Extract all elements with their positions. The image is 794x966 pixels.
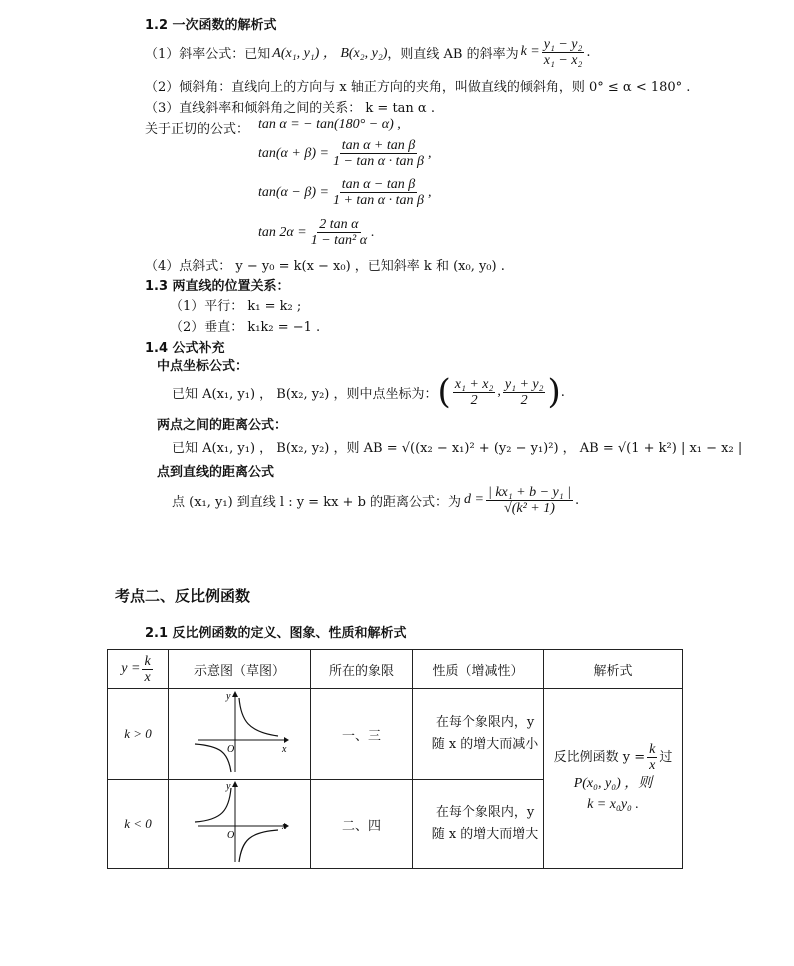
expression-point: P(x₀, y₀) ，则 [573,776,653,791]
header-sketch: 示意图（草图） [169,650,311,689]
cell-property-k-negative [413,780,544,869]
midpoint-x-fraction [453,377,496,408]
tangent-double-formula: tan 2α = $\frac{\text{2 tan α}}{\text{1 − tan² α}}$ . [258,217,375,248]
section-1-2-heading: 1.2 一次函数的解析式 [145,18,277,33]
section-2-heading: 考点二、反比例函数 [115,587,251,605]
section-1-4-heading: 1.4 公式补充 [145,341,225,356]
tangent-diff-fraction [331,177,426,208]
tangent-diff-den: 1 + tan α · tan β [332,193,424,208]
cell-k-negative: k < 0 [108,780,169,869]
slope-end: . [586,44,591,60]
table-header-row [108,650,683,689]
point-slope-line: （4）点斜式： y − y₀ = k(x − x₀) ，已知斜率 k 和 (x₀, y₀) . [145,259,505,274]
slope-text-b: ，则直线 AB 的斜率为 [387,46,519,62]
midpoint-x-num: x₁ + x₂ [454,376,494,392]
point-line-distance-formula [172,482,579,518]
midpoint-y-fraction [503,377,546,408]
cell-k-positive: k > 0 [108,689,169,780]
tangent-double-num: 2 tan α [319,217,359,232]
expression-den: x [649,758,656,773]
parallel-condition: （1）平行： k₁ = k₂ ; [170,299,302,314]
inclination-line: （2）倾斜角：直线向上的方向与 x 轴正方向的夹角，叫做直线的倾斜角，则 0° ≤ α < 180° . [145,80,691,95]
cell-property-k-positive [413,689,544,780]
property-k-negative-line1: 在每个象限内，y [435,805,535,820]
table-row-k-positive [108,689,683,780]
header-function-den: x [144,669,151,685]
graph1-y-label: y [225,691,230,702]
cell-graph-k-negative [169,780,311,869]
section-1-3-heading: 1.3 两直线的位置关系： [145,279,290,294]
header-property: 性质（增减性） [413,650,544,689]
property-k-negative-line2: 随 x 的增大而增大 [431,827,539,842]
midpoint-x-den: 2 [470,392,478,408]
slope-numerator: y₁ − y₂ [543,36,583,52]
point-line-num: | kx₁ + b − y₁ | [487,484,571,500]
graph2-x-label: x [281,821,286,832]
tangent-double-den: 1 − tan² α [310,233,368,248]
point-line-d: d = [464,492,484,507]
cell-graph-k-positive [169,689,311,780]
header-function [108,650,169,689]
tangent-double-lhs: tan 2α = [258,224,307,240]
tangent-sum-fraction [331,138,426,169]
tangent-double-fraction [309,217,369,248]
header-quadrant: 所在的象限 [311,650,413,689]
slope-points: A(x₁, y₁) ， B(x₂, y₂) [272,46,388,61]
distance-formula: 已知 A(x₁, y₁) ， B(x₂, y₂) ，则 AB = √((x₂ − x₁)² + (y₂ − y₁)²) ， AB = √(1 + k²) | x₁ − x₂ | [172,441,743,456]
graph1-x-label: x [281,744,286,755]
graph-k-positive [190,690,290,774]
midpoint-y-num: y₁ + y₂ [504,376,544,392]
expression-num: k [649,742,656,757]
tangent-diff-formula: tan(α − β) = $\frac{\text{tan α − tan β}}{\text{1 + tan α · tan β}}$ , [258,177,432,208]
inverse-function-table [107,649,683,869]
tangent-sum-den: 1 − tan α · tan β [332,154,424,169]
slope-formula-line [145,37,591,67]
cell-quadrant-k-negative: 二、四 [311,780,413,869]
midpoint-title: 中点坐标公式： [157,359,249,374]
header-function-num: k [144,653,151,669]
midpoint-formula: 已知 A(x₁, y₁) ， B(x₂, y₂) ，则中点坐标为： ( $\frac{\text{x₁ + x₂}}{2}$ , $\frac{\text{y₁ + y₂}}{2}$ ) . [172,372,565,412]
tangent-diff-lhs: tan(α − β) = [258,184,329,200]
expression-result: k = x₀y₀ . [587,797,639,812]
property-k-positive-line1: 在每个象限内，y [435,715,535,730]
perpendicular-condition: （2）垂直： k₁k₂ = −1 . [170,320,321,335]
graph2-y-label: y [225,781,230,792]
cell-expression [544,689,683,869]
point-line-den: √(k² + 1) [504,500,555,516]
slope-text-a: （1）斜率公式：已知 [145,46,271,62]
midpoint-text: 已知 A(x₁, y₁) ， B(x₂, y₂) ，则中点坐标为： [172,386,438,402]
slope-denominator: x₁ − x₂ [543,52,583,68]
point-line-end: . [574,492,580,508]
tangent-sum-formula: tan(α + β) = $\frac{\text{tan α + tan β}}{\text{1 − tan α · tan β}}$ , [258,138,432,169]
graph1-origin-label: O [226,744,234,755]
point-line-distance-title: 点到直线的距离公式 [157,465,275,480]
expression-text-a: 反比例函数 y = [553,749,646,765]
expression-text-b: 过 [659,749,673,765]
graph2-origin-label: O [226,830,234,841]
slope-angle-relation: （3）直线斜率和倾斜角之间的关系： k = tan α . [145,101,435,116]
tangent-sum-num: tan α + tan β [341,138,416,153]
tangent-diff-num: tan α − tan β [341,177,416,192]
tangent-formula-1: tan α = − tan(180° − α) , [258,117,401,132]
slope-fraction [542,37,585,68]
property-k-positive-line2: 随 x 的增大而减小 [431,737,539,752]
midpoint-y-den: 2 [520,392,528,408]
graph-k-negative [190,780,290,864]
point-line-fraction [486,485,573,516]
tangent-sum-lhs: tan(α + β) = [258,145,329,161]
point-line-text: 点 (x₁, y₁) 到直线 l : y = kx + b 的距离公式：为 [172,494,462,510]
slope-k: k = [520,44,540,59]
distance-title: 两点之间的距离公式： [157,418,288,433]
header-function-lhs: y = [121,661,141,676]
section-2-1-heading: 2.1 反比例函数的定义、图象、性质和解析式 [145,626,407,641]
cell-quadrant-k-positive: 一、三 [311,689,413,780]
tangent-formula-label: 关于正切的公式： [145,122,250,137]
header-expression: 解析式 [544,650,683,689]
